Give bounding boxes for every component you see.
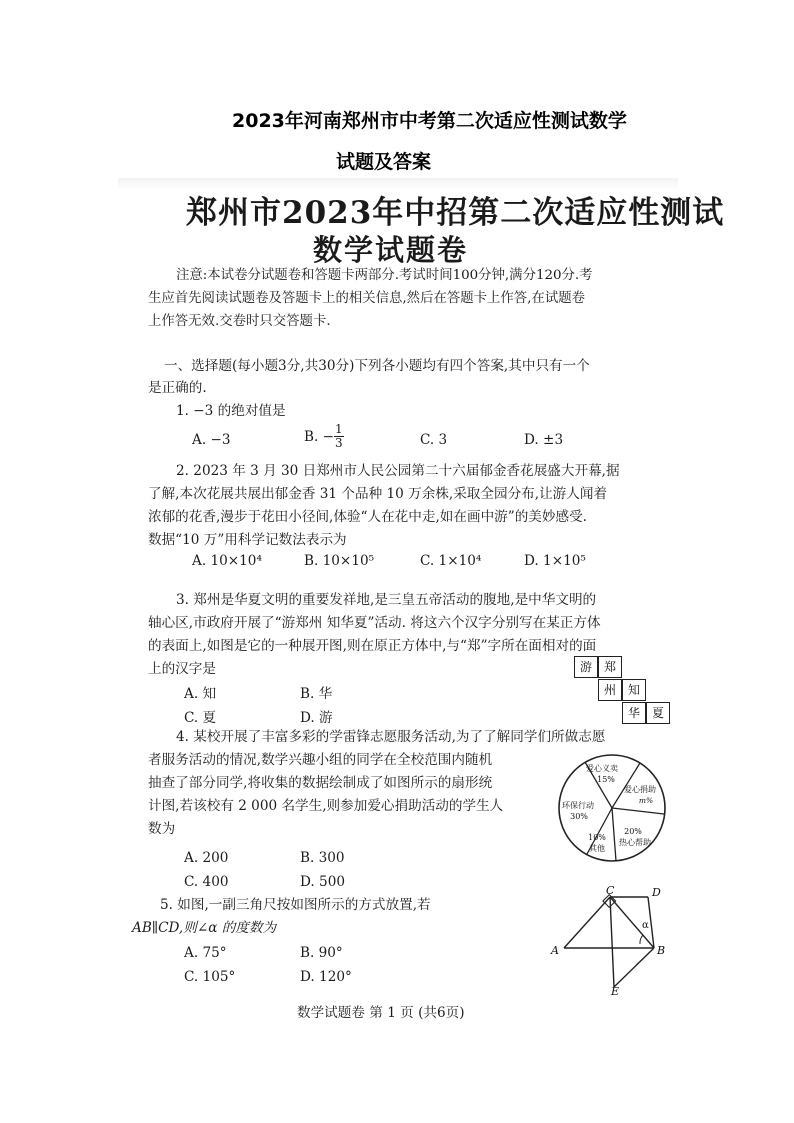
label-b: B — [657, 944, 666, 957]
q4-line-4: 计图,若该校有 2 000 名学生,则参加爱心捐助活动的学生人 — [148, 798, 504, 814]
q2-line-1: 2. 2023 年 3 月 30 日郑州市人民公园第二十六届郁金香花展盛大开幕,据 — [176, 463, 620, 479]
cube-net-figure — [574, 656, 664, 726]
pie-chart-figure — [556, 752, 668, 864]
net-cell-4: 知 — [622, 679, 646, 701]
page-footer: 数学试题卷 第 1 页 (共6页) — [297, 1005, 465, 1021]
q4-line-1: 4. 某校开展了丰富多彩的学雷锋志愿服务活动,为了了解同学们所做志愿 — [176, 729, 606, 745]
q4-line-5: 数为 — [148, 821, 176, 837]
q1-option-b — [304, 423, 344, 450]
q2-option-b: B. 10×10⁵ — [304, 553, 375, 569]
q4-line-3: 抽查了部分同学,将收集的数据绘制成了如图所示的扇形统 — [148, 775, 493, 791]
segment-ce — [610, 897, 614, 987]
notice-line-2: 生应首先阅读试题卷及答题卡上的相关信息,然后在答题卡上作答,在试题卷 — [148, 291, 586, 306]
triangle-rulers-figure — [544, 884, 674, 996]
label-d: D — [652, 886, 661, 899]
q2-option-c: C. 1×10⁴ — [420, 553, 482, 569]
section-heading: 一、选择题(每小题3分,共30分)下列各小题均有四个答案,其中只有一个 — [164, 358, 590, 374]
alpha-angle-arc — [640, 935, 643, 944]
section-heading-cont: 是正确的. — [148, 380, 207, 396]
segment-db — [648, 897, 654, 948]
q1-fraction-denominator: 3 — [335, 436, 343, 450]
q5-line-1: 5. 如图,一副三角尺按如图所示的方式放置,若 — [160, 897, 431, 913]
label-e: E — [611, 985, 620, 996]
pie-label-other-name: 其他 — [589, 844, 605, 853]
pie-label-env-value: 30% — [570, 812, 588, 821]
label-a: A — [551, 944, 559, 957]
q3-line-1: 3. 郑州是华夏文明的重要发祥地,是三皇五帝活动的腹地,是中华文明的 — [176, 592, 597, 608]
document-title-line1: 2023年河南郑州市中考第二次适应性测试数学 — [232, 110, 627, 132]
net-cell-5: 华 — [622, 702, 646, 724]
pie-label-culture-name: 爱心义卖 — [586, 764, 618, 773]
q5-option-a: A. 75° — [184, 945, 227, 961]
pie-label-help-name: 热心帮助 — [619, 838, 651, 847]
q5-option-b: B. 90° — [300, 945, 343, 961]
q4-option-a: A. 200 — [184, 850, 229, 866]
q3-option-b: B. 华 — [300, 686, 333, 702]
q3-option-c: C. 夏 — [184, 710, 217, 726]
net-cell-3: 州 — [598, 679, 622, 701]
notice-line-3: 上作答无效.交卷时只交答题卡. — [148, 314, 331, 329]
net-cell-2: 郑 — [598, 656, 622, 678]
notice-line-1: 注意:本试卷分试题卷和答题卡两部分.考试时间100分钟,满分120分.考 — [176, 268, 593, 283]
q1-fraction-numerator: 1 — [335, 422, 343, 436]
pie-label-culture-value: 15% — [597, 775, 615, 784]
q4-line-2: 者服务活动的情况,数学兴趣小组的同学在全校范围内随机 — [148, 752, 493, 768]
pie-label-env-name: 环保行动 — [562, 801, 594, 810]
net-cell-6: 夏 — [646, 702, 670, 724]
q4-option-b: B. 300 — [300, 850, 345, 866]
q5-option-d: D. 120° — [300, 969, 352, 985]
q3-line-2: 轴心区,市政府开展了“游郑州 知华夏”活动. 将这六个汉字分别写在某正方体 — [148, 615, 601, 631]
q5-option-c: C. 105° — [184, 969, 236, 985]
q1-option-d: D. ±3 — [524, 432, 564, 448]
document-title-line2: 试题及答案 — [336, 151, 432, 173]
segment-eb — [614, 948, 654, 987]
q1-option-b-fraction — [334, 423, 344, 450]
q3-option-a: A. 知 — [184, 686, 217, 702]
q3-line-3: 的表面上,如图是它的一种展开图,则在原正方体中,与“郑”字所在面相对的面 — [148, 638, 597, 654]
q1-option-c: C. 3 — [420, 432, 448, 448]
q3-option-d: D. 游 — [300, 710, 333, 726]
q5-line-2: AB∥CD,则∠α 的度数为 — [132, 920, 277, 936]
q2-line-3: 浓郁的花香,漫步于花田小径间,体验“人在花中走,如在画中游”的美妙感受. — [148, 509, 587, 525]
pie-label-donate-name: 爱心捐助 — [624, 785, 656, 794]
pie-label-help-value: 20% — [624, 827, 642, 836]
net-cell-1: 游 — [574, 656, 598, 678]
q2-line-4: 数据“10 万”用科学记数法表示为 — [148, 532, 347, 548]
q1-option-b-prefix: B. − — [304, 428, 335, 445]
pie-label-other-value: 10% — [588, 833, 606, 842]
q2-line-2: 了解,本次花展共展出郁金香 31 个品种 10 万余株,采取全园分布,让游人闻着 — [148, 486, 608, 502]
label-c: C — [606, 884, 615, 897]
exam-subtitle: 数学试题卷 — [313, 233, 469, 267]
q4-option-d: D. 500 — [300, 874, 346, 890]
label-alpha: α — [642, 920, 649, 931]
q4-option-c: C. 400 — [184, 874, 229, 890]
pie-label-donate-value: m% — [638, 796, 654, 805]
q3-line-4: 上的汉字是 — [148, 661, 216, 677]
q2-option-d: D. 1×10⁵ — [524, 553, 586, 569]
q2-option-a: A. 10×10⁴ — [192, 553, 262, 569]
q1-option-a: A. −3 — [192, 432, 231, 448]
q1-stem: 1. −3 的绝对值是 — [176, 403, 286, 419]
segment-ac — [564, 897, 610, 948]
exam-title: 郑州市2023年中招第二次适应性测试 — [186, 195, 725, 231]
